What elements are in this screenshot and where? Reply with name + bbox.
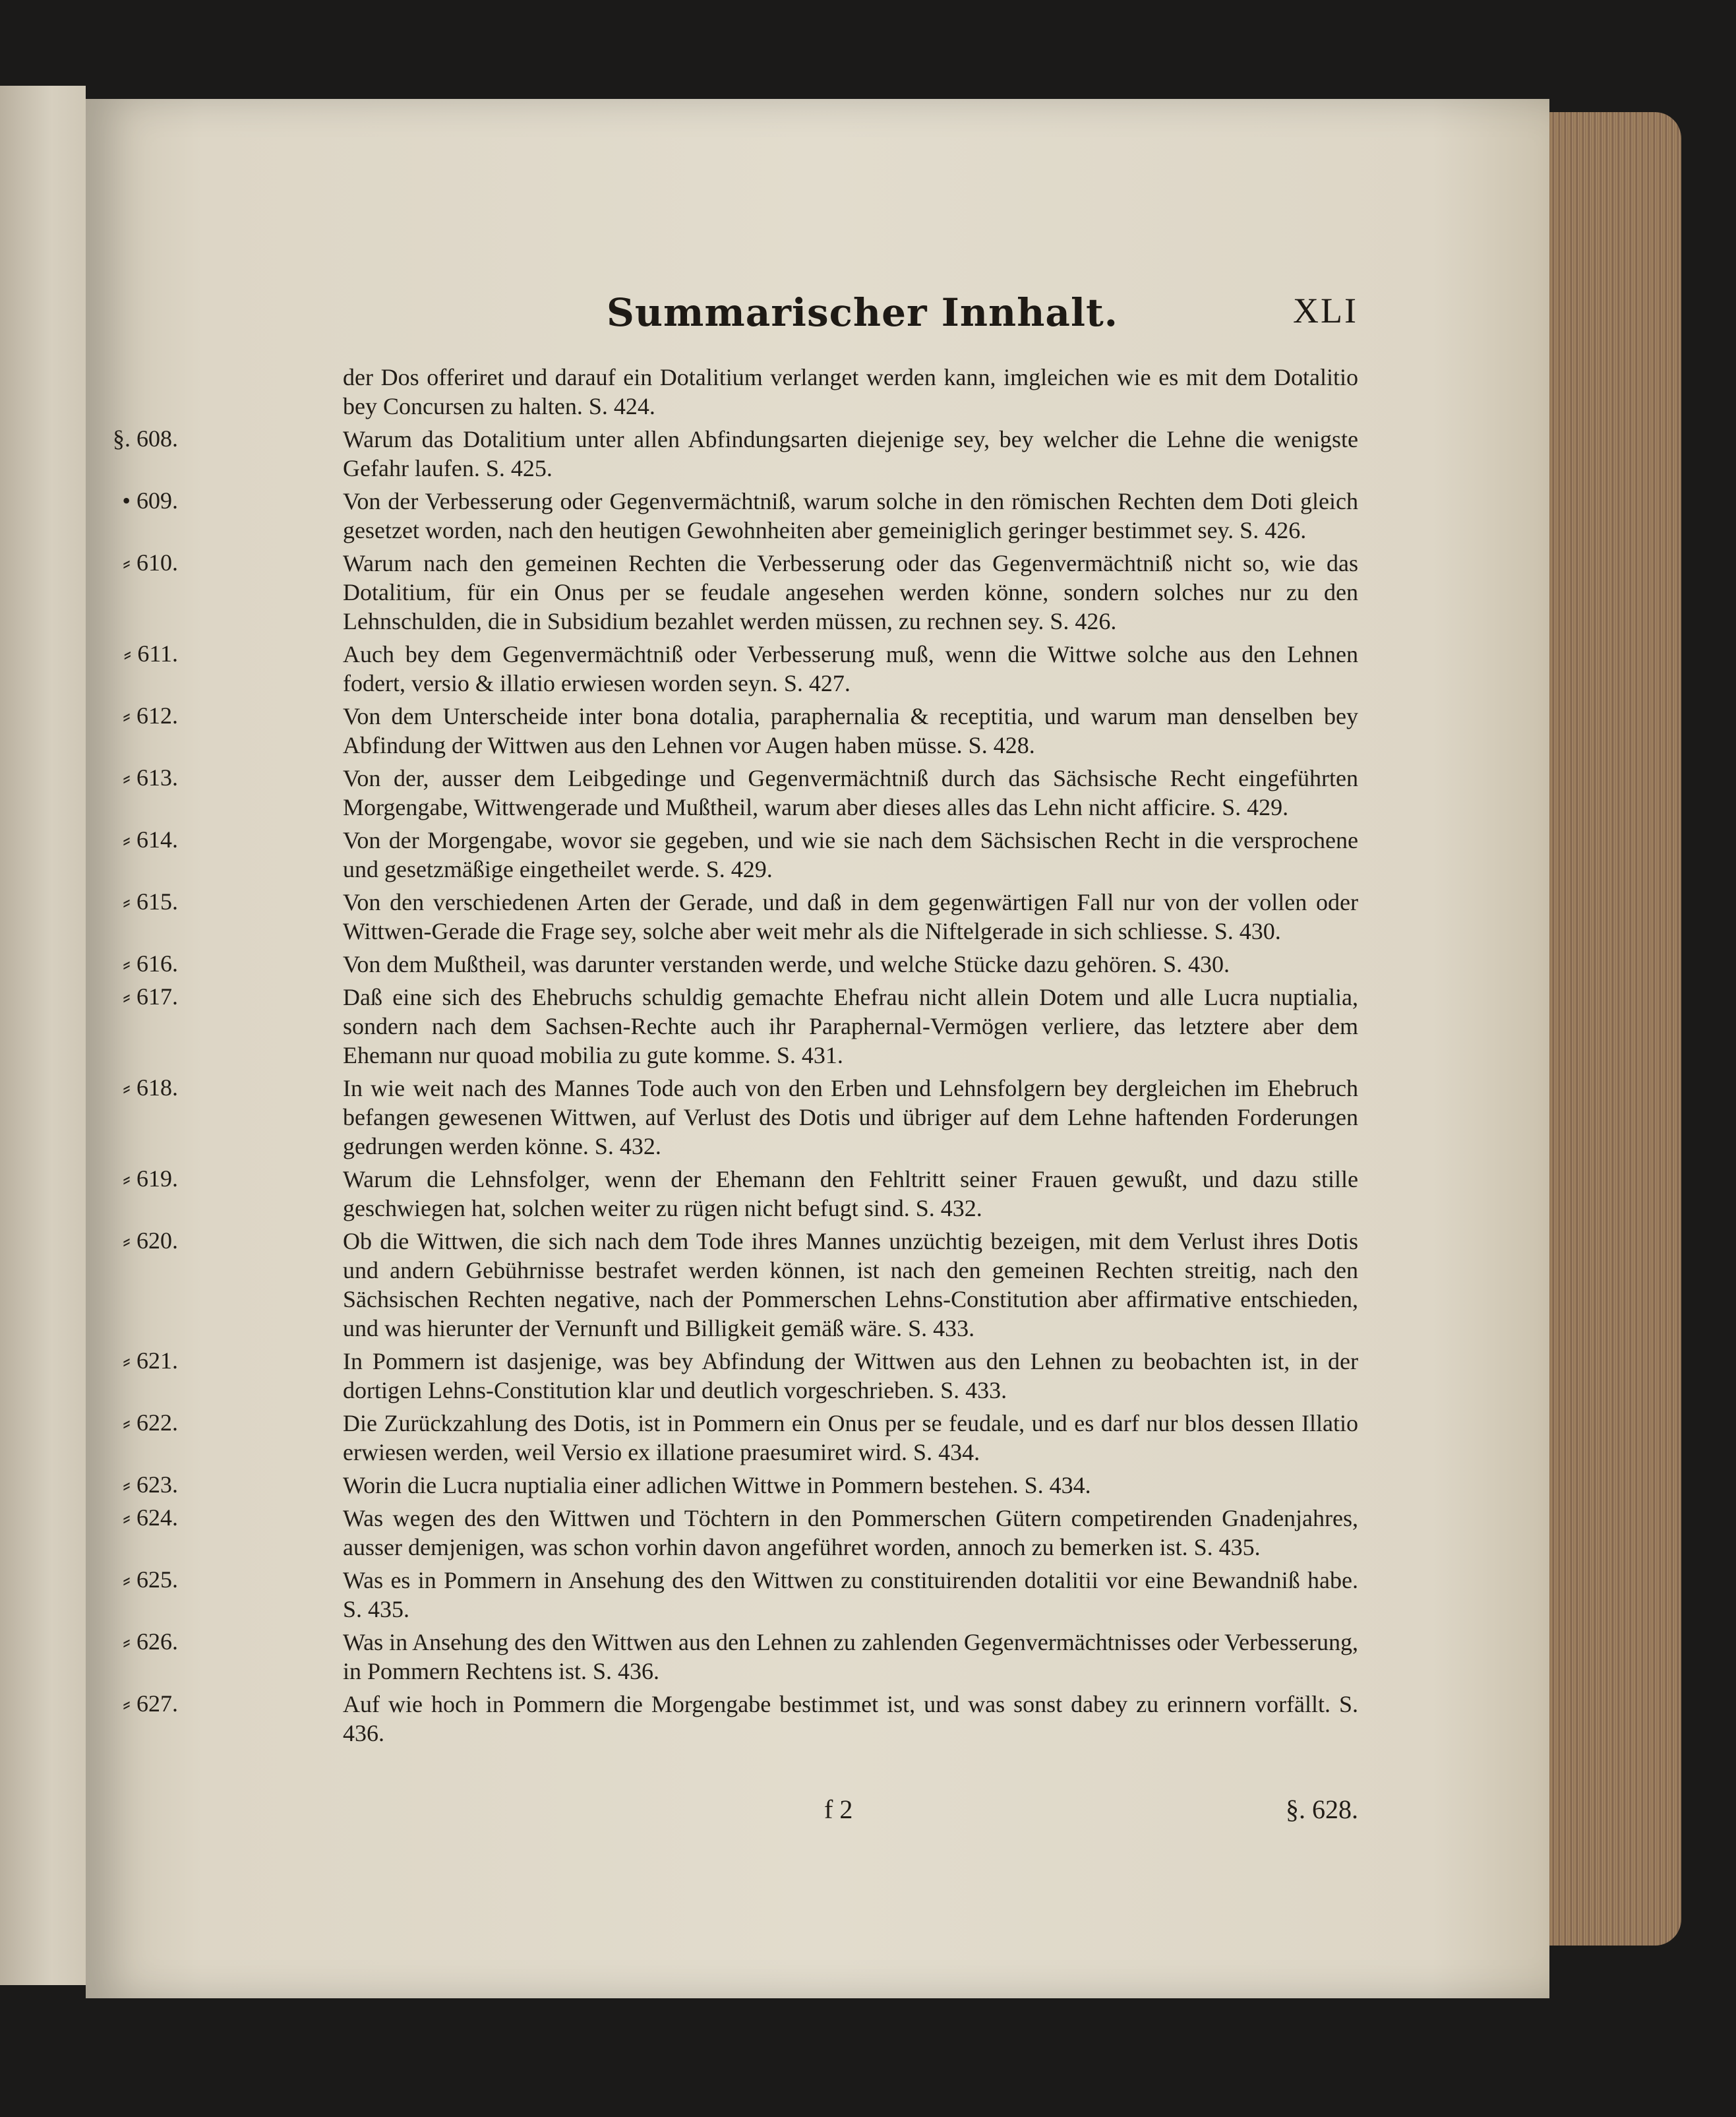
toc-entry xyxy=(123,950,1358,979)
section-summary: Was in Ansehung des den Wittwen aus den Lehnen zu zahlenden Gegenvermächtnisses oder Verbesserung, in Pommern Rechtens ist. S. 436. xyxy=(343,1629,1358,1684)
section-number: ⸗ 625. xyxy=(123,1566,178,1593)
section-number: ⸗ 612. xyxy=(123,702,178,729)
section-summary: Von den verschiedenen Arten der Gerade, und daß in dem gegenwärtigen Fall nur von der vollen oder Wittwen-Gerade die Frage sey, solche aber weit mehr als die Niftelgerade in sich schliesse. S. 430. xyxy=(343,889,1358,944)
section-summary: Von dem Unterscheide inter bona dotalia, paraphernalia & receptitia, und warum man denselben bey Abfindung der Wittwen aus den Lehnen vor Augen haben müsse. S. 428. xyxy=(343,703,1358,758)
toc-entry xyxy=(123,888,1358,946)
toc-entry xyxy=(123,826,1358,884)
toc-entry xyxy=(123,1690,1358,1748)
toc-entry xyxy=(123,1409,1358,1467)
section-summary: Warum die Lehnsfolger, wenn der Ehemann den Fehltritt seiner Frauen gewußt, und dazu stille geschwiegen hat, solchen weiter zu rügen nicht befugt sind. S. 432. xyxy=(343,1166,1358,1221)
section-summary: Warum das Dotalitium unter allen Abfindungsarten diejenige sey, bey welcher die Lehne die wenigste Gefahr laufen. S. 425. xyxy=(343,426,1358,481)
section-summary: Warum nach den gemeinen Rechten die Verbesserung oder das Gegenvermächtniß nicht so, wie das Dotalitium, für ein Onus per se feudale angesehen werden könne, sondern solches nur zu den Lehnschulden, die in Subsidium bezahlet werden müssen, zu rechnen sey. S. 426. xyxy=(343,550,1358,634)
section-summary: Worin die Lucra nuptialia einer adlichen Wittwe in Pommern bestehen. S. 434. xyxy=(343,1472,1091,1498)
running-head: Summarischer Innhalt. xyxy=(607,290,1118,335)
toc-entry xyxy=(113,425,1358,483)
section-summary: In wie weit nach des Mannes Tode auch von den Erben und Lehnsfolgern bey dergleichen im Ehebruch befangen gewesenen Wittwen, auf Verlust des Dotis und übriger auf dem Lehne haftenden Forderungen gedrungen werden könne. S. 432. xyxy=(343,1075,1358,1159)
toc-entry xyxy=(123,1347,1358,1405)
toc-entry xyxy=(123,1566,1358,1624)
toc-entry xyxy=(211,363,1358,421)
section-number: ⸗ 611. xyxy=(123,640,178,667)
signature-mark: f 2 xyxy=(824,1795,853,1824)
section-summary: Auf wie hoch in Pommern die Morgengabe bestimmet ist, und was sonst dabey zu erinnern vorfällt. S. 436. xyxy=(343,1691,1358,1746)
section-number: ⸗ 627. xyxy=(123,1690,178,1717)
catchword: §. 628. xyxy=(1286,1795,1358,1824)
section-summary: Von der, ausser dem Leibgedinge und Gegenvermächtniß durch das Sächsische Recht eingeführten Morgengabe, Wittwengerade und Mußtheil, warum aber dieses alles das Lehn nicht afficire. S. 429. xyxy=(343,765,1358,820)
toc-entry xyxy=(123,640,1358,698)
section-number: ⸗ 621. xyxy=(123,1347,178,1374)
section-summary: In Pommern ist dasjenige, was bey Abfindung der Wittwen aus den Lehnen zu beobachten ist, in der dortigen Lehns-Constitution klar und deutlich vorgeschrieben. S. 433. xyxy=(343,1348,1358,1403)
toc-entry xyxy=(123,1504,1358,1562)
section-summary: Von der Morgengabe, wovor sie gegeben, und wie sie nach dem Sächsischen Recht in die versprochene und gesetzmäßige eingetheilet werde. S. 429. xyxy=(343,827,1358,882)
section-summary: der Dos offeriret und darauf ein Dotalitium verlanget werden kann, imgleichen wie es mit dem Dotalitio bey Concursen zu halten. S. 424. xyxy=(343,364,1358,419)
section-number: ⸗ 615. xyxy=(123,888,178,915)
section-number: ⸗ 617. xyxy=(123,983,178,1010)
page-block-edge xyxy=(1549,112,1681,1946)
section-summary: Ob die Wittwen, die sich nach dem Tode ihres Mannes unzüchtig bezeigen, mit dem Verlust ihres Dotis und andern Gebührnisse bestrafet werden können, ist nach den gemeinen Rechten streitig, nach den Sächsischen Rechten negative, nach der Pommerschen Lehns-Constitution aber affirmative entschieden, und was hierunter der Vernunft und Billigkeit gemäß wäre. S. 433. xyxy=(343,1228,1358,1341)
toc-entry xyxy=(123,983,1358,1070)
toc-entry xyxy=(123,1227,1358,1343)
section-summary: Was es in Pommern in Ansehung des den Wittwen zu constituirenden dotalitii vor eine Bewandniß habe. S. 435. xyxy=(343,1567,1358,1622)
section-number: ⸗ 613. xyxy=(123,764,178,791)
section-number: ⸗ 618. xyxy=(123,1074,178,1101)
section-summary: Von dem Mußtheil, was darunter verstanden werde, und welche Stücke dazu gehören. S. 430. xyxy=(343,951,1230,977)
section-summary: Daß eine sich des Ehebruchs schuldig gemachte Ehefrau nicht allein Dotem und alle Lucra nuptialia, sondern nach dem Sachsen-Rechte auch ihr Paraphernal-Vermögen verliere, das letztere aber dem Ehemann nur quoad mobilia zu gute komme. S. 431. xyxy=(343,984,1358,1068)
section-number: ⸗ 619. xyxy=(123,1165,178,1192)
toc-entry xyxy=(123,764,1358,822)
toc-entry xyxy=(123,549,1358,636)
section-number: ⸗ 624. xyxy=(123,1504,178,1531)
section-number: ⸗ 620. xyxy=(123,1227,178,1254)
toc-entry xyxy=(123,1074,1358,1161)
section-summary: Auch bey dem Gegenvermächtniß oder Verbesserung muß, wenn die Wittwe solche aus den Lehnen fodert, versio & illatio erwiesen worden seyn. S. 427. xyxy=(343,641,1358,696)
toc-entry xyxy=(122,487,1358,545)
toc-entry xyxy=(123,1471,1358,1500)
section-number: • 609. xyxy=(122,487,178,514)
toc-entry xyxy=(123,702,1358,760)
section-number: ⸗ 622. xyxy=(123,1409,178,1436)
section-summary: Die Zurückzahlung des Dotis, ist in Pommern ein Onus per se feudale, und es darf nur blos dessen Illatio erwiesen werden, weil Versio ex illatione praesumiret wird. S. 434. xyxy=(343,1410,1358,1465)
section-number: ⸗ 626. xyxy=(123,1628,178,1655)
section-number: ⸗ 623. xyxy=(123,1471,178,1498)
section-number: ⸗ 614. xyxy=(123,826,178,853)
page-footer xyxy=(211,1794,1358,1833)
section-number: ⸗ 610. xyxy=(123,549,178,576)
section-number: ⸗ 616. xyxy=(123,950,178,977)
section-summary: Von der Verbesserung oder Gegenvermächtniß, warum solche in den römischen Rechten dem Doti gleich gesetzet worden, nach den heutigen Gewohnheiten aber gemeiniglich geringer bestimmet sey. S. 426. xyxy=(343,488,1358,543)
section-summary: Was wegen des den Wittwen und Töchtern in den Pommerschen Gütern competirenden Gnadenjahres, ausser demjenigen, was schon vorhin davon angeführet worden, annoch zu bemerken ist. S. 435. xyxy=(343,1505,1358,1560)
toc-entry xyxy=(123,1165,1358,1223)
table-of-contents xyxy=(113,363,1358,1752)
section-number: §. 608. xyxy=(113,425,178,452)
page-number: XLI xyxy=(1293,291,1358,330)
page-header xyxy=(593,290,1358,350)
toc-entry xyxy=(123,1628,1358,1686)
